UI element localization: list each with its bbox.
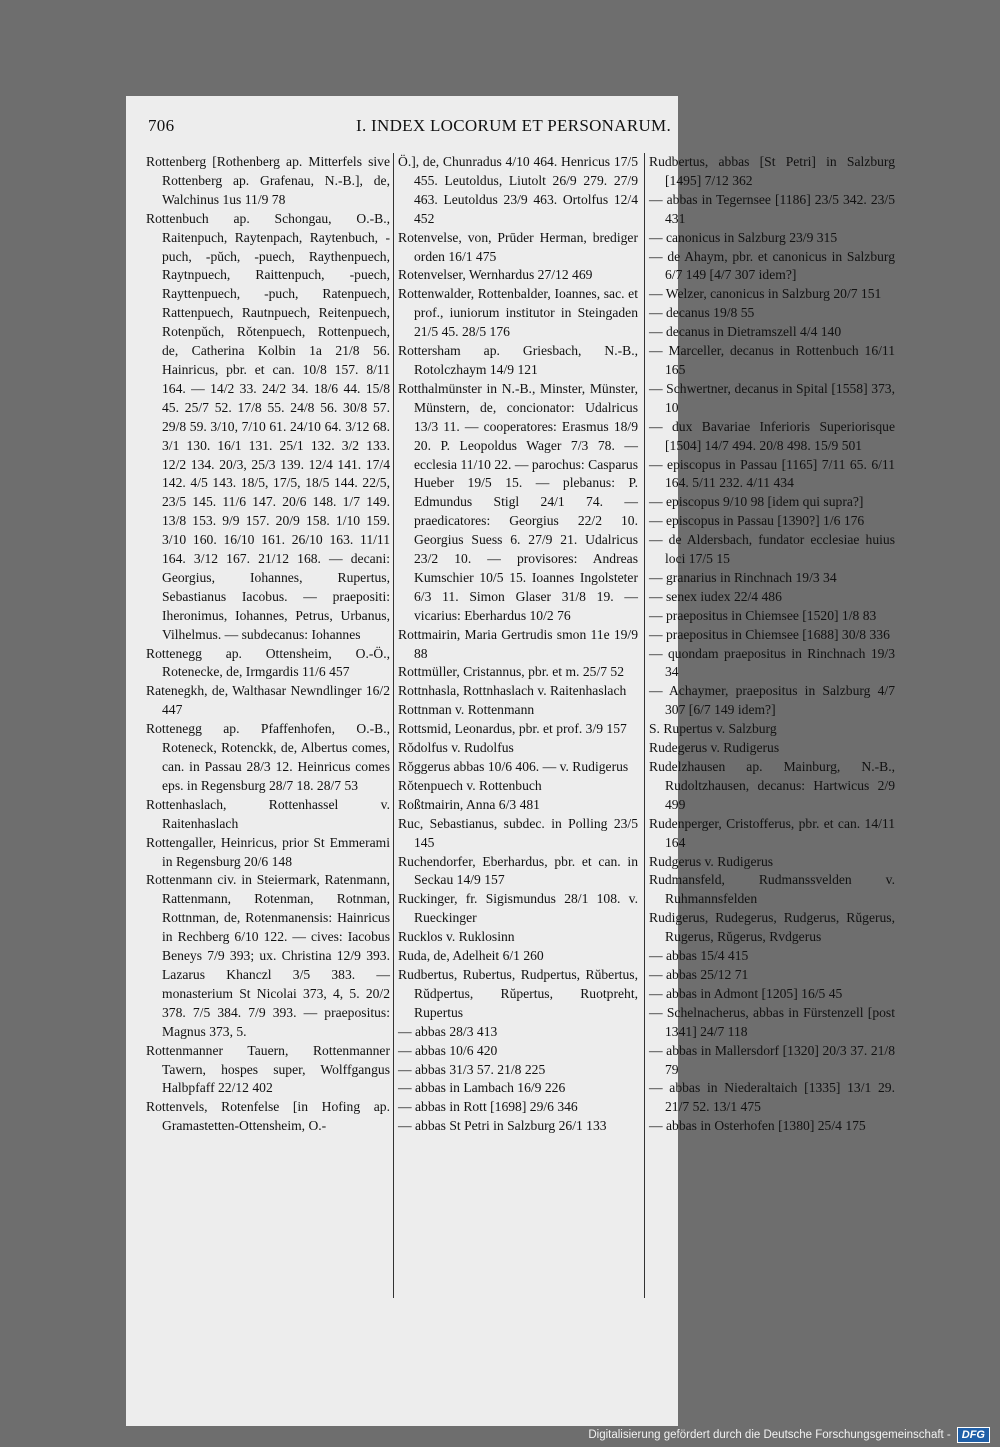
- index-entry: — episcopus in Passau [1390?] 1/6 176: [649, 513, 865, 529]
- footer: [588, 1427, 990, 1443]
- index-entry: — abbas St Petri in Salzburg 26/1 133: [398, 1118, 607, 1134]
- index-entry: Rottenwalder, Rottenbalder, Ioannes, sac. et prof., iuniorum institutor in Steingaden 21/5 45. 28/5 176: [398, 286, 638, 340]
- index-entry: — abbas 31/3 57. 21/8 225: [398, 1061, 546, 1077]
- index-entry: — abbas in Admont [1205] 16/5 45: [649, 985, 843, 1001]
- index-entry: — praepositus in Chiemsee [1520] 1/8 83: [649, 607, 877, 623]
- index-entry: Rŏggerus abbas 10/6 406. — v. Rudigerus: [398, 759, 629, 774]
- index-entry: — Schwertner, decanus in Spital [1558] 373, 10: [649, 380, 895, 415]
- index-entry: — de Aldersbach, fundator ecclesiae huius loci 17/5 15: [649, 532, 895, 567]
- index-entry: — abbas in Osterhofen [1380] 25/4 175: [649, 1118, 866, 1134]
- index-entry: — abbas in Tegernsee [1186] 23/5 342. 23/5 431: [649, 191, 895, 226]
- index-entry: Rottnman v. Rottenmann: [398, 702, 535, 718]
- index-entry: Rottsmid, Leonardus, pbr. et prof. 3/9 157: [398, 721, 627, 737]
- index-entry: Rottenegg ap. Pfaffenhofen, O.-B., Roteneck, Rotenckk, de, Albertus comes, can. in Passau 28/3 12. Heinricus comes eps. in Regensburg 28/7 18. 28/7 53: [146, 721, 390, 793]
- index-entry: Rudenperger, Cristofferus, pbr. et can. 14/11 164: [649, 815, 895, 850]
- page-title: I. INDEX LOCORUM ET PERSONARUM.: [356, 116, 672, 135]
- index-entry: — Welzer, canonicus in Salzburg 20/7 151: [649, 286, 882, 302]
- index-entry: — abbas 28/3 413: [398, 1023, 498, 1039]
- index-entry: — decanus in Dietramszell 4/4 140: [649, 324, 842, 340]
- index-entry: Rudigerus, Rudegerus, Rudgerus, Rŭgerus, Rugerus, Rŭgerus, Rvdgerus: [649, 910, 895, 945]
- index-entry: Rŏdolfus v. Rudolfus: [398, 740, 514, 756]
- column-divider: [644, 153, 645, 1298]
- index-entry: Rudbertus, Rubertus, Rudpertus, Rŭbertus, Rŭdpertus, Rŭpertus, Ruotpreht, Rupertus: [398, 966, 638, 1020]
- page-number: 706: [148, 116, 175, 135]
- index-entry: — granarius in Rinchnach 19/3 34: [649, 569, 837, 585]
- index-entry: Rudgerus v. Rudigerus: [649, 853, 774, 869]
- index-entry: — senex iudex 22/4 486: [649, 588, 782, 604]
- index-entry: Rottmüller, Cristannus, pbr. et m. 25/7 52: [398, 664, 625, 680]
- index-entry: Ruda, de, Adelheit 6/1 260: [398, 948, 544, 964]
- index-entry: Rottengaller, Heinricus, prior St Emmerami in Regensburg 20/6 148: [146, 834, 390, 869]
- index-entry: Ruckinger, fr. Sigismundus 28/1 108. v. Rueckinger: [398, 891, 638, 926]
- index-entry: Rucklos v. Ruklosinn: [398, 929, 515, 945]
- index-entry: Rottersham ap. Griesbach, N.-B., Rotolczhaym 14/9 121: [398, 343, 638, 377]
- column-divider: [393, 153, 394, 1298]
- index-entry: — decanus 19/8 55: [649, 305, 755, 321]
- index-entry: — de Ahaym, pbr. et canonicus in Salzburg 6/7 149 [4/7 307 idem?]: [649, 248, 895, 283]
- index-column-2: [398, 153, 638, 1136]
- index-column-1: [146, 153, 390, 1136]
- index-entry: — abbas in Rott [1698] 29/6 346: [398, 1099, 578, 1115]
- dfg-logo: DFG: [957, 1427, 990, 1443]
- index-entry: — abbas in Mallersdorf [1320] 20/3 37. 21/8 79: [649, 1042, 895, 1077]
- index-entry: — abbas 25/12 71: [649, 966, 749, 982]
- index-entry: — quondam praepositus in Rinchnach 19/3 34: [649, 645, 895, 680]
- index-entry: — abbas 15/4 415: [649, 948, 749, 964]
- index-entry: Rudegerus v. Rudigerus: [649, 740, 780, 756]
- index-entry: Roßtmairin, Anna 6/3 481: [398, 796, 540, 812]
- index-entry: Rudbertus, abbas [St Petri] in Salzburg [1495] 7/12 362: [649, 154, 895, 188]
- footer-text: Digitalisierung gefördert durch die Deutsche Forschungsgemeinschaft -: [588, 1429, 951, 1441]
- index-entry: Rottenmanner Tauern, Rottenmanner Tawern, hospes super, Wolffgangus Halbpfaff 22/12 402: [146, 1042, 390, 1096]
- index-entry: — Schelnacherus, abbas in Fürstenzell [post 1341] 24/7 118: [649, 1004, 895, 1039]
- index-entry: Rottenegg ap. Ottensheim, O.-Ö., Rotenecke, de, Irmgardis 11/6 457: [146, 645, 390, 680]
- index-entry: Rotenvelse, von, Prūder Herman, brediger orden 16/1 475: [398, 229, 638, 264]
- index-entry: Rotenvelser, Wernhardus 27/12 469: [398, 267, 593, 283]
- index-entry: — dux Bavariae Inferioris Superiorisque [1504] 14/7 494. 20/8 498. 15/9 501: [649, 418, 895, 453]
- index-entry: Rottnhasla, Rottnhaslach v. Raitenhaslach: [398, 683, 627, 699]
- index-entry: Rottenberg [Rothenberg ap. Mitterfels sive Rottenberg ap. Grafenau, N.-B.], de, Walchinus 1us 11/9 78: [146, 154, 390, 207]
- index-entry: Rottenhaslach, Rottenhassel v. Raitenhaslach: [146, 796, 390, 831]
- index-entry: Rudelzhausen ap. Mainburg, N.-B., Rudoltzhausen, decanus: Hartwicus 2/9 499: [649, 759, 895, 812]
- index-entry: — abbas in Lambach 16/9 226: [398, 1080, 566, 1096]
- index-entry: — episcopus in Passau [1165] 7/11 65. 6/11 164. 5/11 232. 4/11 434: [649, 456, 895, 491]
- index-entry: Rudmansfeld, Rudmanssvelden v. Ruhmannsfelden: [649, 872, 895, 907]
- index-entry: Rottenvels, Rotenfelse [in Hofing ap. Gramastetten-Ottensheim, O.-: [146, 1099, 390, 1134]
- index-entry: Rŏtenpuech v. Rottenbuch: [398, 777, 542, 793]
- index-column-3: [649, 153, 895, 1136]
- index-entry: — Achaymer, praepositus in Salzburg 4/7 307 [6/7 149 idem?]: [649, 683, 895, 718]
- index-entry: — abbas 10/6 420: [398, 1042, 498, 1058]
- index-entry: Rottenmann civ. in Steiermark, Ratenmann, Rattenmann, Rotenman, Rotnman, Rottnman, de, Rotenmanensis: Hainricus in Rechberg 6/10 122. — cives: Iacobus Beneys 7/9 393; ux. Christina 12/9 393. Lazarus Khanczl 3/5 383. — monasterium St Nicolai 373, 4, 5. 20/2 378. 7/5 384. 7/9 393. — praepositus: Magnus 373, 5.: [146, 872, 390, 1039]
- index-entry: — praepositus in Chiemsee [1688] 30/8 336: [649, 626, 890, 642]
- index-entry: — Marceller, decanus in Rottenbuch 16/11 165: [649, 343, 895, 377]
- index-entry: Rottenbuch ap. Schongau, O.-B., Raitenpuch, Raytenpach, Raytenbuch, -puch, -pŭch, -puech, Raythenpuech, Raytnpuech, Raittenpuch, -puech, Rayttenpuech, -puch, Ratenpuech, Rattenpuech, Rautnpuech, Reitenpuech, Rotenpŭch, Rŏtenpuech, Rottenpuech, de, Catherina Kolbin 1a 21/8 56. Hainricus, pbr. et can. 10/8 157. 8/11 164. — 14/2 33. 24/2 34. 18/6 44. 15/8 45. 25/7 52. 17/8 55. 24/8 56. 30/8 57. 29/8 59. 3/10, 7/10 61. 24/10 64. 3/12 68. 3/1 130. 16/1 131. 25/1 132. 3/2 133. 12/2 134. 20/3, 25/3 139. 12/4 141. 17/4 142. 4/5 143. 18/5, 17/5, 18/5 144. 22/5, 23/5 145. 11/6 147. 20/6 148. 1/7 149. 13/8 153. 9/9 157. 20/9 158. 1/10 159. 3/10 160. 16/10 161. 26/10 163. 11/11 164. 3/12 167. 21/12 168. — decani: Georgius, Iohannes, Rupertus, Sebastianus Iacobus. — praepositi: Iheronimus, Iohannes, Petrus, Urbanus, Vilhelmus. — subdecanus: Iohannes: [146, 210, 390, 642]
- index-entry: — episcopus 9/10 98 [idem qui supra?]: [649, 494, 864, 510]
- index-entry: Ruchendorfer, Eberhardus, pbr. et can. in Seckau 14/9 157: [398, 853, 638, 888]
- index-entry: — canonicus in Salzburg 23/9 315: [649, 229, 838, 245]
- index-entry: Ratenegkh, de, Walthasar Newndlinger 16/2 447: [146, 683, 390, 718]
- index-entry: Ruc, Sebastianus, subdec. in Polling 23/5 145: [398, 815, 638, 850]
- index-entry: Rotthalmünster in N.-B., Minster, Münster, Münstern, de, concionator: Udalricus 13/3 11. — cooperatores: Erasmus 18/9 20. P. Leopoldus Wager 7/3 78. — ecclesia 11/10 22. — parochus: Casparus Hueber 19/5 15. — plebanus: P. Edmundus Stigl 24/1 74. — praedicatores: Georgius 22/2 10. Georgius Suess 6. 27/9 21. Udalricus 23/2 10. — provisores: Andreas Kumschier 10/5 15. Ioannes Ingolsteter 6/3 11. Simon Glaser 31/8 19. — vicarius: Eberhardus 10/2 76: [398, 380, 638, 623]
- index-entry: — abbas in Niederaltaich [1335] 13/1 29. 21/7 52. 13/1 475: [649, 1080, 895, 1115]
- index-entry: Ö.], de, Chunradus 4/10 464. Henricus 17/5 455. Leutoldus, Liutolt 26/9 279. 27/9 463. Leutoldus 23/9 463. Ortolfus 12/4 452: [398, 154, 638, 226]
- index-entry: Rottmairin, Maria Gertrudis smon 11e 19/9 88: [398, 626, 638, 661]
- index-entry: S. Rupertus v. Salzburg: [649, 721, 777, 737]
